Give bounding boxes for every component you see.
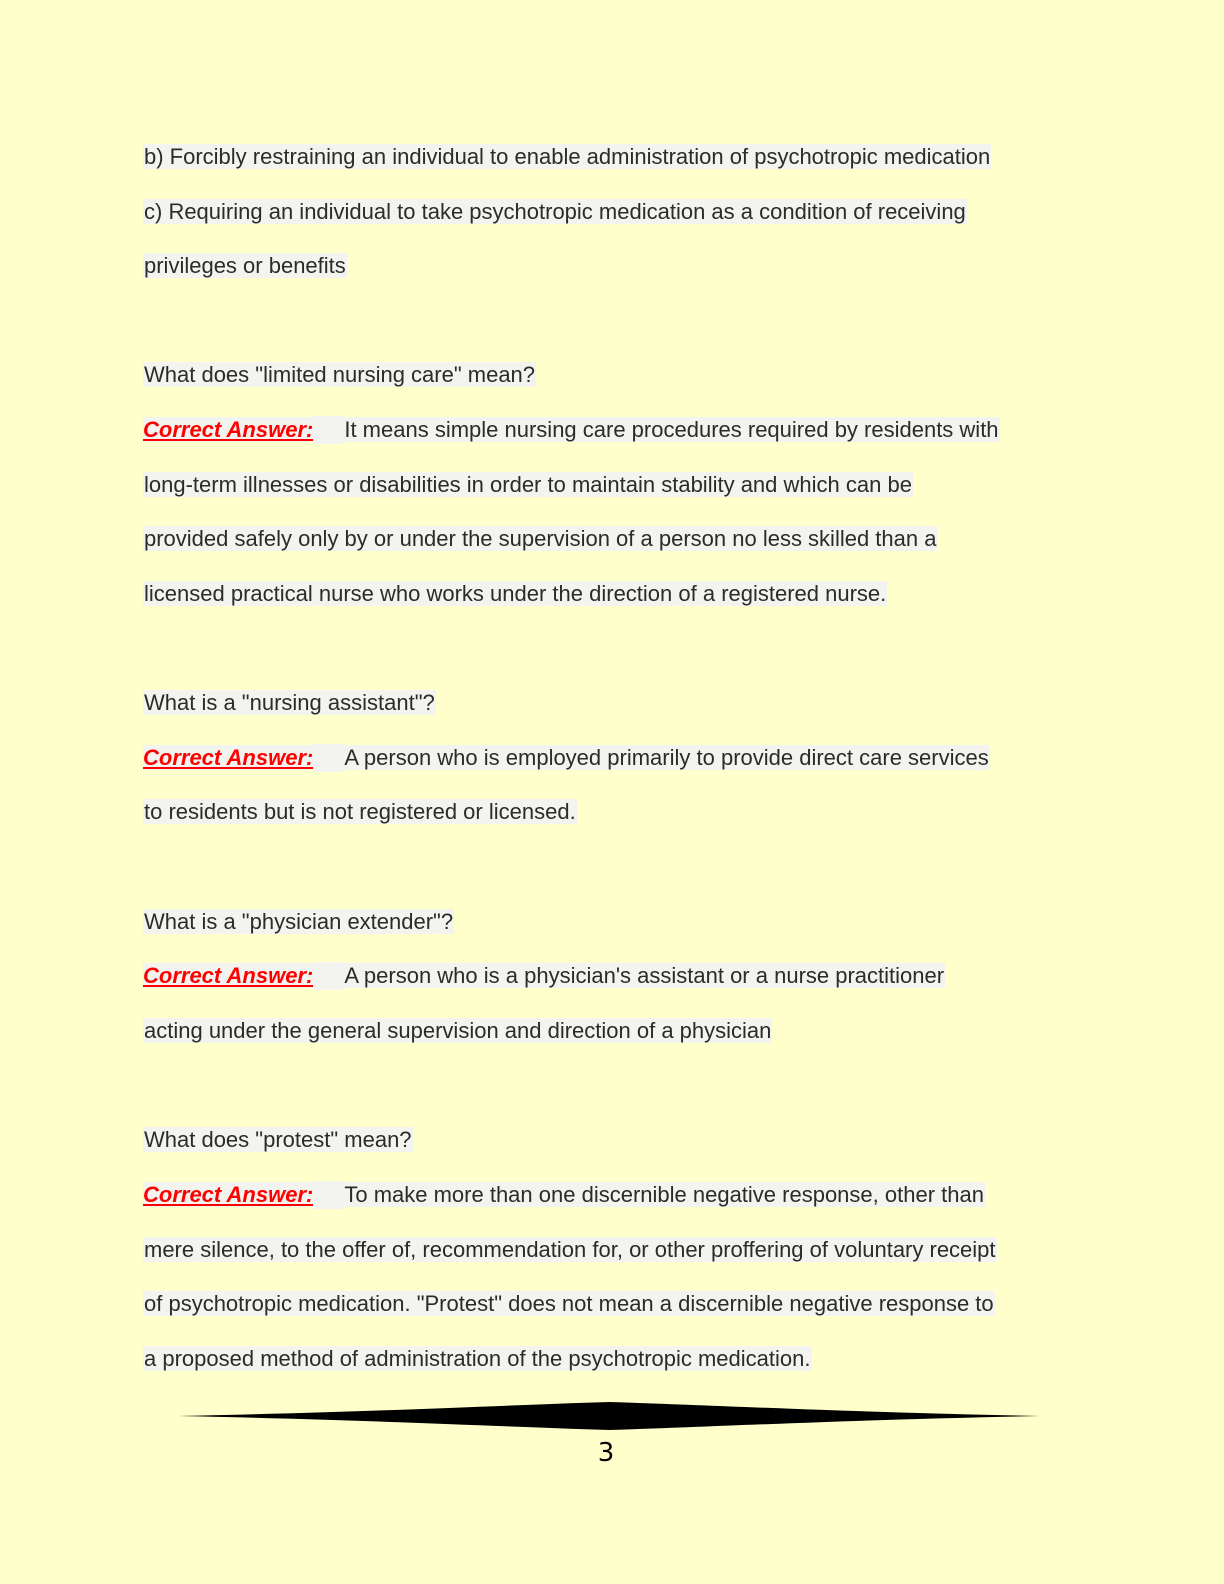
answer-line: provided safely only by or under the supervision of a person no less skilled than a <box>144 526 937 551</box>
question-text: What does "protest" mean? <box>144 1127 412 1152</box>
question-text: What is a "physician extender"? <box>144 909 454 934</box>
question-text: What is a "nursing assistant"? <box>144 690 435 715</box>
correct-answer-label: Correct Answer: <box>143 417 314 442</box>
answer-line: licensed practical nurse who works under the direction of a registered nurse. <box>144 581 887 606</box>
page-number: 3 <box>597 1438 615 1468</box>
correct-answer-label: Correct Answer: <box>143 963 314 988</box>
answer-line: Correct Answer: A person who is a physician's assistant or a nurse practitioner <box>143 963 945 988</box>
question-text: What does "limited nursing care" mean? <box>144 362 536 387</box>
option-line: privileges or benefits <box>144 253 346 278</box>
answer-line: Correct Answer: A person who is employed primarily to provide direct care services <box>143 745 989 770</box>
answer-line: mere silence, to the offer of, recommendation for, or other proffering of voluntary receipt <box>144 1237 996 1262</box>
footer-divider <box>178 1402 1040 1430</box>
answer-line: of psychotropic medication. "Protest" does not mean a discernible negative response to <box>144 1291 994 1316</box>
answer-line: a proposed method of administration of the psychotropic medication. <box>144 1346 811 1371</box>
answer-line: long-term illnesses or disabilities in order to maintain stability and which can be <box>144 472 912 497</box>
option-line: c) Requiring an individual to take psychotropic medication as a condition of receiving <box>144 199 966 224</box>
correct-answer-label: Correct Answer: <box>143 1182 314 1207</box>
option-line: b) Forcibly restraining an individual to enable administration of psychotropic medication <box>144 144 991 169</box>
correct-answer-label: Correct Answer: <box>143 745 314 770</box>
answer-line: Correct Answer: It means simple nursing care procedures required by residents with <box>143 417 999 442</box>
answer-line: acting under the general supervision and direction of a physician <box>144 1018 772 1043</box>
answer-line: Correct Answer: To make more than one discernible negative response, other than <box>143 1182 984 1207</box>
answer-line: to residents but is not registered or licensed. <box>144 799 576 824</box>
